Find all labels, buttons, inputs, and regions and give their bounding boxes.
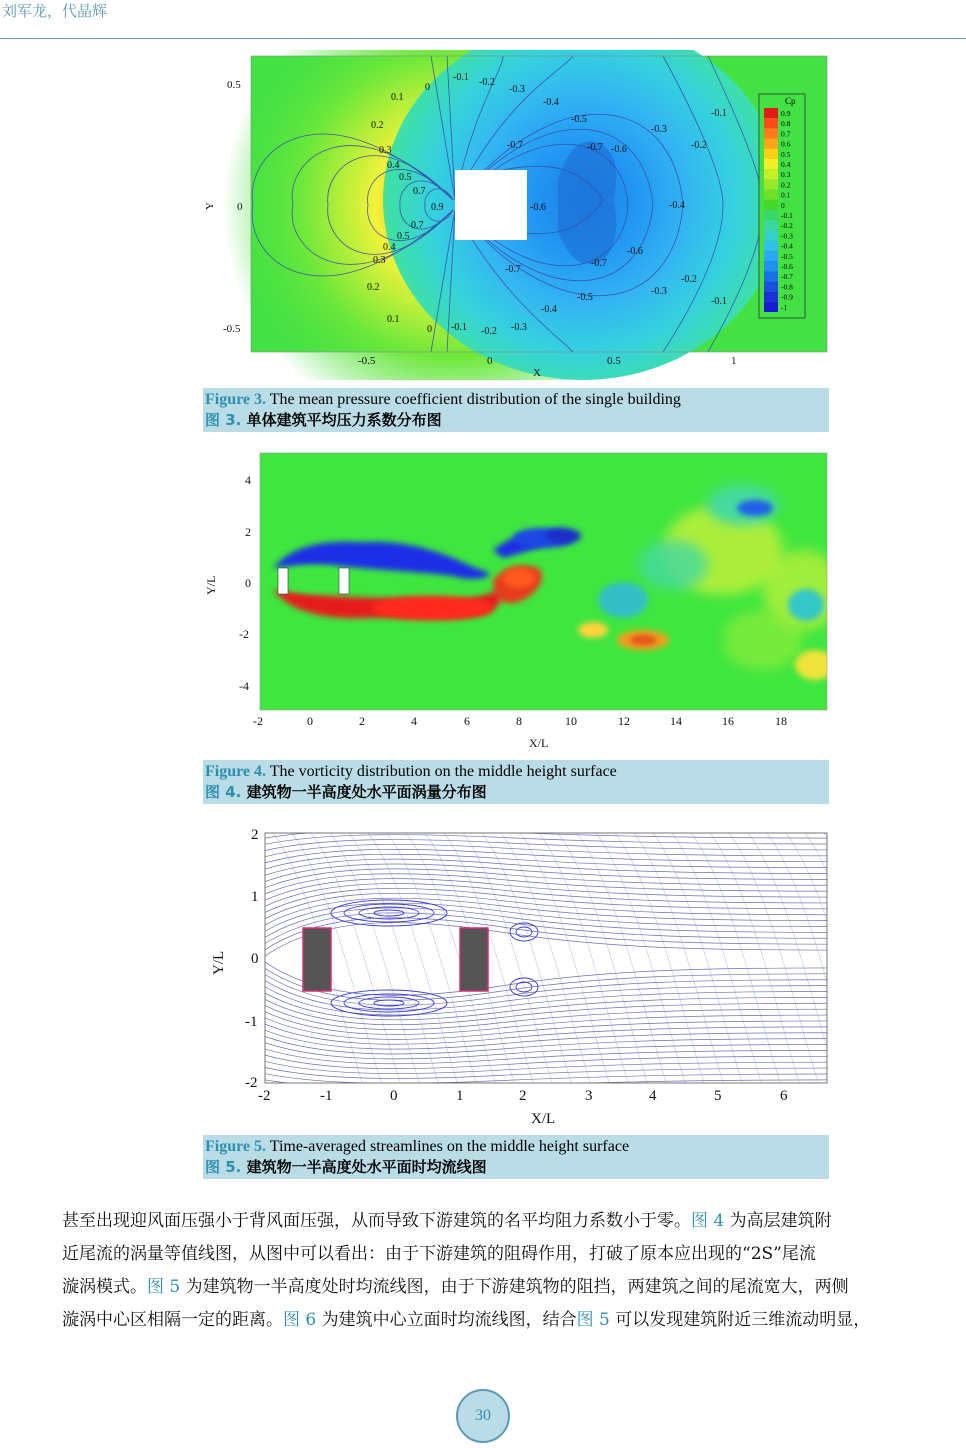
legend-swatch (764, 292, 778, 302)
figure-4-plot (203, 450, 829, 755)
fig3-xlabel: X (533, 367, 541, 379)
legend-title: Cp (785, 96, 796, 106)
svg-text:-0.7: -0.7 (587, 142, 603, 153)
figure-3-caption (203, 388, 829, 432)
svg-text:0.3: 0.3 (373, 255, 386, 266)
fig5-ytick: 2 (251, 827, 259, 843)
fig3-ytick: 0 (237, 201, 243, 213)
streamline (265, 825, 829, 832)
svg-text:0.2: 0.2 (367, 282, 380, 293)
fig3-xtick: -0.5 (358, 355, 376, 367)
fig3-ytick: 0.5 (227, 79, 241, 91)
svg-text:-0.3: -0.3 (651, 286, 667, 297)
fig4-xlabel: X/L (529, 736, 549, 750)
svg-text:-0.6: -0.6 (627, 246, 643, 257)
fig4-xtick: 12 (618, 714, 630, 728)
legend-swatch (764, 210, 778, 220)
fig4-xtick: 8 (516, 714, 522, 728)
fig5-xtick: 6 (780, 1088, 788, 1104)
fig3-ylabel: Y (204, 202, 216, 210)
svg-text:-0.7: -0.7 (591, 258, 607, 269)
fig4-xtick: 6 (464, 714, 470, 728)
fig5-xtick: 0 (390, 1088, 398, 1104)
svg-text:-0.3: -0.3 (511, 322, 527, 333)
legend-swatch (764, 271, 778, 281)
legend-swatch (764, 149, 778, 159)
fig3-xtick: 1 (731, 355, 737, 367)
fig5-xtick: 5 (714, 1088, 722, 1104)
legend-swatch (764, 261, 778, 271)
figure-link[interactable]: 图 4 (691, 1211, 725, 1231)
svg-text:0.5: 0.5 (397, 231, 410, 242)
figure-5 (203, 825, 829, 1130)
fig4-ytick: -2 (239, 627, 249, 641)
fig5-ytick: 0 (251, 951, 259, 967)
svg-text:-0.5: -0.5 (571, 114, 587, 125)
svg-text:0: 0 (425, 82, 430, 93)
svg-text:0.1: 0.1 (387, 314, 400, 325)
legend-swatch (764, 200, 778, 210)
legend-label: 0.9 (781, 109, 791, 118)
legend-label: 0.1 (781, 190, 791, 200)
legend-swatch (764, 169, 778, 179)
figure-5-caption (203, 1135, 829, 1179)
figure-link[interactable]: 图 5 (147, 1277, 181, 1297)
svg-text:0.4: 0.4 (383, 242, 396, 253)
caption-text: Time-averaged streamlines on the middle height surface (266, 1138, 630, 1155)
header-author: 刘军龙，代晶辉 (2, 2, 108, 20)
svg-text:-0.5: -0.5 (577, 292, 593, 303)
legend-label: -0.4 (781, 241, 793, 251)
caption-number-zh: 图 5. (205, 1158, 242, 1176)
legend-label: -0.5 (781, 251, 793, 261)
figure-3-legend (759, 94, 805, 318)
svg-text:-0.2: -0.2 (481, 326, 497, 337)
fig5-xtick: 3 (585, 1088, 593, 1104)
caption-number-zh: 图 4. (205, 783, 242, 801)
svg-text:-0.6: -0.6 (530, 202, 546, 213)
figure-link[interactable]: 图 5 (576, 1310, 610, 1330)
figure-4 (203, 450, 829, 755)
legend-label: -0.1 (781, 211, 793, 220)
svg-text:-0.2: -0.2 (479, 77, 495, 88)
svg-text:-0.3: -0.3 (651, 124, 667, 135)
svg-text:0.9: 0.9 (431, 202, 444, 213)
svg-text:0.5: 0.5 (399, 172, 412, 183)
svg-text:-0.1: -0.1 (451, 322, 467, 333)
caption-number: Figure 3. (205, 391, 267, 408)
svg-text:-0.1: -0.1 (711, 108, 727, 119)
header-rule (0, 38, 966, 39)
legend-label: -0.8 (781, 282, 793, 292)
figure-3-plot (203, 50, 829, 380)
svg-text:0.7: 0.7 (411, 220, 424, 231)
streamline (265, 1086, 829, 1093)
fig5-ytick: 1 (251, 889, 259, 905)
svg-text:0: 0 (427, 324, 432, 335)
legend-swatch (764, 281, 778, 291)
legend-label: 0.2 (781, 180, 791, 190)
fig5-xtick: -2 (258, 1088, 271, 1104)
legend-label: 0.3 (781, 170, 791, 180)
fig4-xtick: 0 (307, 714, 313, 728)
body-paragraph: 甚至出现迎风面压强小于背风面压强，从而导致下游建筑的名平均阻力系数小于零。图 4 为高层建筑附 近尾流的涡量等值线图，从图中可以看出：由于下游建筑的阻碍作用，打破了原本应出现的“2S”尾流 漩涡模式。图 5 为建筑物一半高度处时均流线图，由于下游建筑物的阻挡，两建筑之间的尾流宽大，两侧 漩涡中心区相隔一定的距离。图 6 为建筑中心立面时均流线图，结合图 5 可以发现建筑附近三维流动明显， (62, 1211, 871, 1330)
svg-text:-0.7: -0.7 (507, 140, 523, 151)
legend-swatch (764, 159, 778, 169)
fig4-ytick: 4 (245, 473, 251, 487)
legend-swatch (764, 230, 778, 240)
figure-5-plot (203, 825, 829, 1130)
legend-label: -0.6 (781, 262, 793, 271)
fig3-xtick: 0.5 (607, 355, 621, 367)
svg-text:-0.2: -0.2 (691, 140, 707, 151)
legend-label: -0.9 (781, 292, 793, 302)
figure-3 (203, 50, 829, 380)
caption-text: The vorticity distribution on the middle height surface (266, 763, 617, 780)
streamline (265, 825, 829, 826)
fig5-xtick: 4 (649, 1088, 657, 1104)
legend-swatch (764, 108, 778, 118)
legend-swatch (764, 241, 778, 251)
legend-swatch (764, 190, 778, 200)
fig5-xlabel: X/L (531, 1111, 556, 1127)
fig5-xtick: 2 (519, 1088, 527, 1104)
svg-text:0.4: 0.4 (387, 160, 400, 171)
svg-text:-0.2: -0.2 (681, 274, 697, 285)
fig4-xtick: 2 (359, 714, 365, 728)
fig4-xtick: 16 (722, 714, 734, 728)
caption-number: Figure 4. (205, 763, 267, 780)
svg-text:0.7: 0.7 (413, 186, 426, 197)
caption-number: Figure 5. (205, 1138, 267, 1155)
svg-text:0.2: 0.2 (371, 120, 384, 131)
fig4-xtick: 18 (775, 714, 787, 728)
fig5-ylabel: Y/L (211, 950, 227, 975)
legend-label: 0.8 (781, 119, 791, 129)
fig5-ytick: -1 (245, 1014, 258, 1030)
fig4-ylabel: Y/L (204, 575, 218, 595)
fig4-xtick: -2 (253, 714, 263, 728)
fig4-xtick: 10 (565, 714, 577, 728)
figure-4-caption (203, 760, 829, 804)
legend-label: 0 (781, 200, 785, 210)
legend-label: 0.5 (781, 149, 791, 159)
legend-label: 0.7 (781, 129, 791, 139)
svg-text:-0.3: -0.3 (509, 84, 525, 95)
legend-swatch (764, 179, 778, 189)
svg-text:0.3: 0.3 (379, 145, 392, 156)
svg-text:-0.1: -0.1 (453, 72, 469, 83)
fig4-ytick: -4 (239, 679, 249, 693)
svg-text:-0.4: -0.4 (543, 97, 559, 108)
fig4-ytick: 2 (245, 525, 251, 539)
caption-text-zh: 建筑物一半高度处水平面时均流线图 (241, 1158, 487, 1176)
legend-swatch (764, 220, 778, 230)
legend-swatch (764, 251, 778, 261)
caption-text-zh: 单体建筑平均压力系数分布图 (241, 411, 442, 429)
svg-text:-0.4: -0.4 (541, 304, 557, 315)
fig4-ytick: 0 (245, 576, 251, 590)
streamline (265, 1092, 829, 1098)
legend-swatch (764, 139, 778, 149)
fig3-xtick: 0 (487, 355, 493, 367)
legend-swatch (764, 302, 778, 312)
legend-label: -0.7 (781, 272, 793, 282)
svg-text:-0.4: -0.4 (669, 200, 685, 211)
svg-text:0.1: 0.1 (391, 92, 404, 103)
svg-text:-0.6: -0.6 (611, 144, 627, 155)
fig4-xtick: 14 (670, 714, 682, 728)
legend-label: 0.6 (781, 139, 791, 149)
fig5-xtick: -1 (320, 1088, 333, 1104)
svg-text:-0.7: -0.7 (505, 264, 521, 275)
page-number: 30 (456, 1389, 510, 1443)
fig5-xtick: 1 (456, 1088, 464, 1104)
fig4-xtick: 4 (411, 714, 417, 728)
legend-swatch (764, 118, 778, 128)
fig5-ytick: -2 (245, 1075, 258, 1091)
caption-text-zh: 建筑物一半高度处水平面涡量分布图 (241, 783, 487, 801)
legend-label: -0.2 (781, 221, 793, 231)
caption-text: The mean pressure coefficient distribution of the single building (266, 391, 681, 408)
fig3-ytick: -0.5 (223, 323, 241, 335)
legend-label: -0.3 (781, 231, 793, 241)
svg-text:-0.1: -0.1 (711, 296, 727, 307)
caption-number-zh: 图 3. (205, 411, 242, 429)
figure-link[interactable]: 图 6 (283, 1310, 317, 1330)
legend-label: -1 (781, 302, 788, 312)
legend-swatch (764, 128, 778, 138)
legend-label: 0.4 (781, 160, 791, 169)
